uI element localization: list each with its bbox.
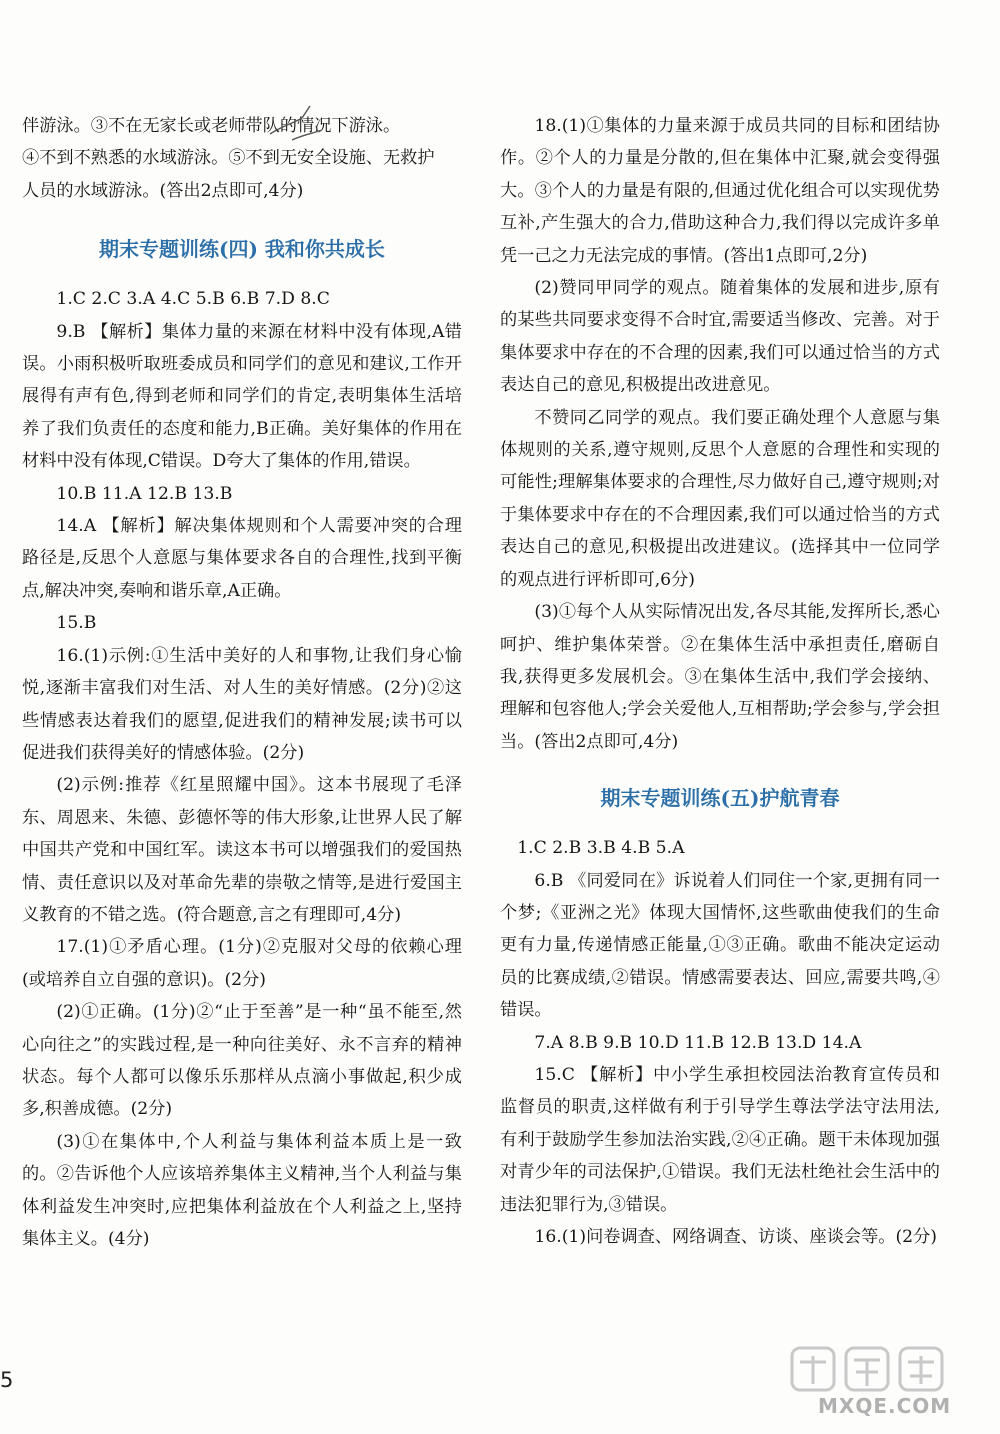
- answer-9: 9.B 【解析】集体力量的来源在材料中没有体现,A错误。小雨积极听取班委成员和同学们的意见和建议,工作开展得有声有色,得到老师和同学们的肯定,表明集体生活培养了我们负责任的态度和能力,B正确。美好集体的作用在材料中没有体现,C错误。D夸大了集体的作用,错误。: [22, 321, 462, 472]
- answer-row-10-13: 10.B 11.A 12.B 13.B: [56, 483, 233, 504]
- answer-17-2: (2)①正确。(1分)②“止于至善”是一种“虽不能至,然心向往之”的实践过程,是一种向往美好、永不言弃的精神状态。每个人都可以像乐乐那样从点滴小事做起,积少成多,积善成德。(2分): [22, 1002, 462, 1120]
- answer-row-7-14: 7.A 8.B 9.B 10.D 11.B 12.B 13.D 14.A: [534, 1032, 862, 1053]
- answer-14: 14.A 【解析】解决集体规则和个人需要冲突的合理路径是,反思个人意愿与集体要求各自的合理性,找到平衡点,解决冲突,奏响和谐乐章,A正确。: [22, 516, 462, 601]
- answer-18-2-b: 不赞同乙同学的观点。我们要正确处理个人意愿与集体规则的关系,遵守规则,反思个人意愿的合理性和实现的可能性;理解集体要求的合理性,尽力做好自己,遵守规则;对于集体要求中存在的不合理因素,我们可以通过恰当的方式表达自己的意见,积极提出改进建议。(选择其中一位同学的观点进行评析即可,6分): [500, 407, 940, 590]
- intro-line-3: 人员的水域游泳。(答出2点即可,4分): [22, 180, 304, 201]
- answer-row-1-5: 1.C 2.B 3.B 4.B 5.A: [517, 838, 685, 859]
- answer-16-2: (2)示例:推荐《红星照耀中国》。这本书展现了毛泽东、周恩来、朱德、彭德怀等的伟大形象,让世界人民了解中国共产党和中国红军。读这本书可以增强我们的爱国热情、责任意识以及对革命先辈的崇敬之情等,是进行爱国主义教育的不错之选。(符合题意,言之有理即可,4分): [22, 775, 462, 925]
- right-column: [500, 110, 940, 1253]
- answer-16-1: 16.(1)问卷调查、网络调查、访谈、座谈会等。(2分): [534, 1227, 937, 1247]
- intro-line-2: ④不到不熟悉的水域游泳。⑤不到无安全设施、无救护: [22, 148, 435, 169]
- answer-16-1: 16.(1)示例:①生活中美好的人和事物,让我们身心愉悦,逐渐丰富我们对生活、对人生的美好情感。(2分)②这些情感表达着我们的愿望,促进我们的精神发展;读书可以促进我们获得美好的情感体验。(2分): [22, 645, 462, 763]
- section-title-4: 期末专题训练(四) 我和你共成长: [99, 237, 385, 262]
- section-title-5: 期末专题训练(五)护航青春: [600, 786, 840, 811]
- answer-18-2: (2)赞同甲同学的观点。随着集体的发展和进步,原有的某些共同要求变得不合时宜,需要适当修改、完善。对于集体要求中存在的不合理的因素,我们可以通过恰当的方式表达自己的意见,积极提出改进意见。: [500, 278, 940, 396]
- answer-18-3: (3)①每个人从实际情况出发,各尽其能,发挥所长,悉心呵护、维护集体荣誉。②在集体生活中承担责任,磨砺自我,获得更多发展机会。③在集体生活中,我们学会接纳、理解和包容他人;学会关爱他人,互相帮助;学会参与,学会担当。(答出2点即可,4分): [500, 602, 940, 752]
- watermark-text: MXQE.COM: [818, 1394, 952, 1418]
- answer-17-1: 17.(1)①矛盾心理。(1分)②克服对父母的依赖心理(或培养自立自强的意识)。(2分): [22, 937, 462, 990]
- answer-18-1: 18.(1)①集体的力量来源于成员共同的目标和团结协作。②个人的力量是分散的,但在集体中汇聚,就会变得强大。③个人的力量是有限的,但通过优化组合可以实现优势互补,产生强大的合力,借助这种合力,我们得以完成许多单凭一己之力无法完成的事情。(答出1点即可,2分): [500, 116, 940, 266]
- answer-15: 15.C 【解析】中小学生承担校园法治教育宣传员和监督员的职责,这样做有利于引导学生尊法学法守法用法,有利于鼓励学生参加法治实践,②④正确。题干未体现加强对青少年的司法保护,①错误。我们无法杜绝社会生活中的违法犯罪行为,③错误。: [500, 1064, 940, 1215]
- left-column: [22, 110, 462, 1255]
- intro-line-1: 伴游泳。③不在无家长或老师带队的情况下游泳。: [22, 116, 401, 136]
- answer-row-1-8: 1.C 2.C 3.A 4.C 5.B 6.B 7.D 8.C: [56, 289, 330, 310]
- answer-6: 6.B 《同爱同在》诉说着人们同住一个家,更拥有同一个梦;《亚洲之光》体现大国情怀,这些歌曲使我们的生命更有力量,传递情感正能量,①③正确。歌曲不能决定运动员的比赛成绩,②错误。情感需要表达、回应,需要共鸣,④错误。: [500, 870, 940, 1021]
- pen-mark-icon: [262, 96, 342, 156]
- answer-17-3: (3)①在集体中,个人利益与集体利益本质上是一致的。②告诉他个人应该培养集体主义精神,当个人利益与集体利益发生冲突时,应把集体利益放在个人利益之上,坚持集体主义。(4分): [22, 1131, 462, 1249]
- page-number: 5: [0, 1368, 14, 1392]
- answer-15: 15.B: [56, 613, 97, 634]
